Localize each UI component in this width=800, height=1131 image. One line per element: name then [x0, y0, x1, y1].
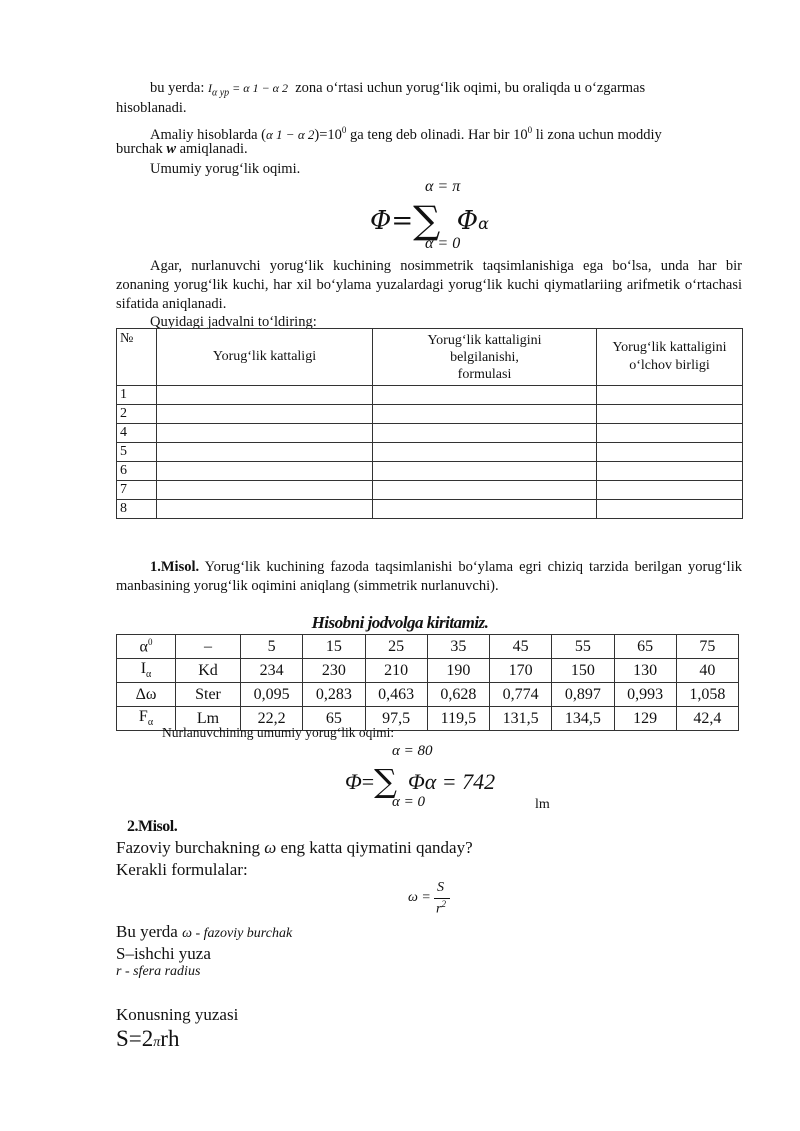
header-quantity: Yorug‘lik kattaligi — [157, 329, 373, 386]
table-row: 5 — [117, 443, 743, 462]
cone-surface-heading: Konusning yuzasi — [116, 1005, 239, 1024]
definition-omega: Bu yerda ω - fazoviy burchak — [116, 922, 293, 941]
example-1-label: 1.Misol. — [150, 559, 200, 575]
table-row-intensity: $I_\alpha$ Kd 234 230 210 190 170 150 130 40 — [117, 659, 739, 683]
table-row: 2 — [117, 405, 743, 424]
definition-radius: r - sfera radius — [116, 964, 201, 979]
sum2-bottom-limit: α = 0 — [392, 794, 425, 810]
table-row-solid-angle: Δω Ster 0,095 0,283 0,463 0,628 0,774 0,897 0,993 1,058 — [117, 683, 739, 707]
table-quantities — [116, 328, 743, 519]
paragraph-zone-flux: bu yerda: $I_{\alpha yp} = \alpha$ 1 − α 2 zona o‘rtasi uchun yorug‘lik oqimi, bu oraliqda u o‘zgarmas — [150, 80, 646, 99]
question-text: Fazoviy burchakning ω eng katta qiymatini qanday? — [116, 838, 473, 857]
table-row: 6 — [117, 462, 743, 481]
paragraph-practical-cont: burchak w amiqlanadi. — [116, 141, 248, 157]
table-row: 4 — [117, 424, 743, 443]
table-row: 7 — [117, 481, 743, 500]
sum1-top-limit: α = π — [425, 178, 461, 195]
table-calculation — [116, 634, 739, 731]
sum2-body: Φ=∑ Φα = 742 — [345, 762, 496, 800]
sum1-body: Φ=∑ Φα — [370, 198, 489, 242]
required-formulas-heading: Kerakli formulalar: — [116, 860, 248, 879]
table-row-alpha: $\alpha^0$ – 5 15 25 35 45 55 65 75 — [117, 635, 739, 659]
sum2-unit: lm — [535, 797, 550, 812]
paragraph-zone-flux-cont: hisoblanadi. — [116, 100, 187, 116]
header-number: № — [117, 329, 157, 386]
paragraph-fill-table: Quyidagi jadvalni to‘ldiring: — [150, 314, 317, 330]
paragraph-total-output: Nurlanuvchining umumiy yorug‘lik oqimi: — [162, 725, 395, 740]
paragraph-total-flux: Umumiy yorug‘lik oqimi. — [150, 161, 301, 177]
header-symbol: Yorug‘lik kattaligini belgilanishi, formulasi — [373, 329, 597, 386]
table-row: 1 — [117, 386, 743, 405]
table-row-flux: $F_\alpha$ Lm 22,2 65 97,5 119,5 131,5 134,5 129 42,4 — [117, 707, 739, 731]
sum1-bottom-limit: α = 0 — [425, 235, 461, 252]
table-row: 8 — [117, 500, 743, 519]
example-2-label: 2.Misol. — [127, 818, 178, 835]
header-unit: Yorug‘lik kattaligini o‘lchov birligi — [597, 329, 743, 386]
definition-surface: S–ishchi yuza — [116, 944, 211, 963]
table-header-row — [117, 329, 743, 386]
formula-inline: $I_{\alpha yp} = \alpha$ 1 − α 2 — [207, 81, 288, 99]
example-1: 1.Misol. Yorug‘lik kuchining fazoda taqsimlanishi bo‘ylama egri chiziq tarzida berilgan yorug‘lik manbasining yorug‘lik oqimini aniqlang (simmetrik nurlanuvchi). — [116, 559, 742, 594]
paragraph-asymmetric: Agar, nurlanuvchi yorug‘lik kuchining nosimmetrik taqsimlanishiga ega bo‘lsa, unda har bir zonaning yorug‘lik kuchi, har xil bo‘ylama yuzalardagi yorug‘lik kuchi qiymatlariing arifmetik o‘rtachasi sifatida aniqlanadi. — [116, 258, 742, 312]
paragraph-practical: Amaliy hisoblarda (α 1 − α $2)=10^0$ ga teng deb olinadi. Har bir $10^0$ li zona uchun moddiy — [150, 125, 662, 143]
sum2-top-limit: α = 80 — [392, 743, 433, 759]
cone-surface-formula: S=2πrh — [116, 1026, 180, 1051]
table-2-title: Hisobni jodvolga kiritamiz. — [311, 613, 489, 632]
